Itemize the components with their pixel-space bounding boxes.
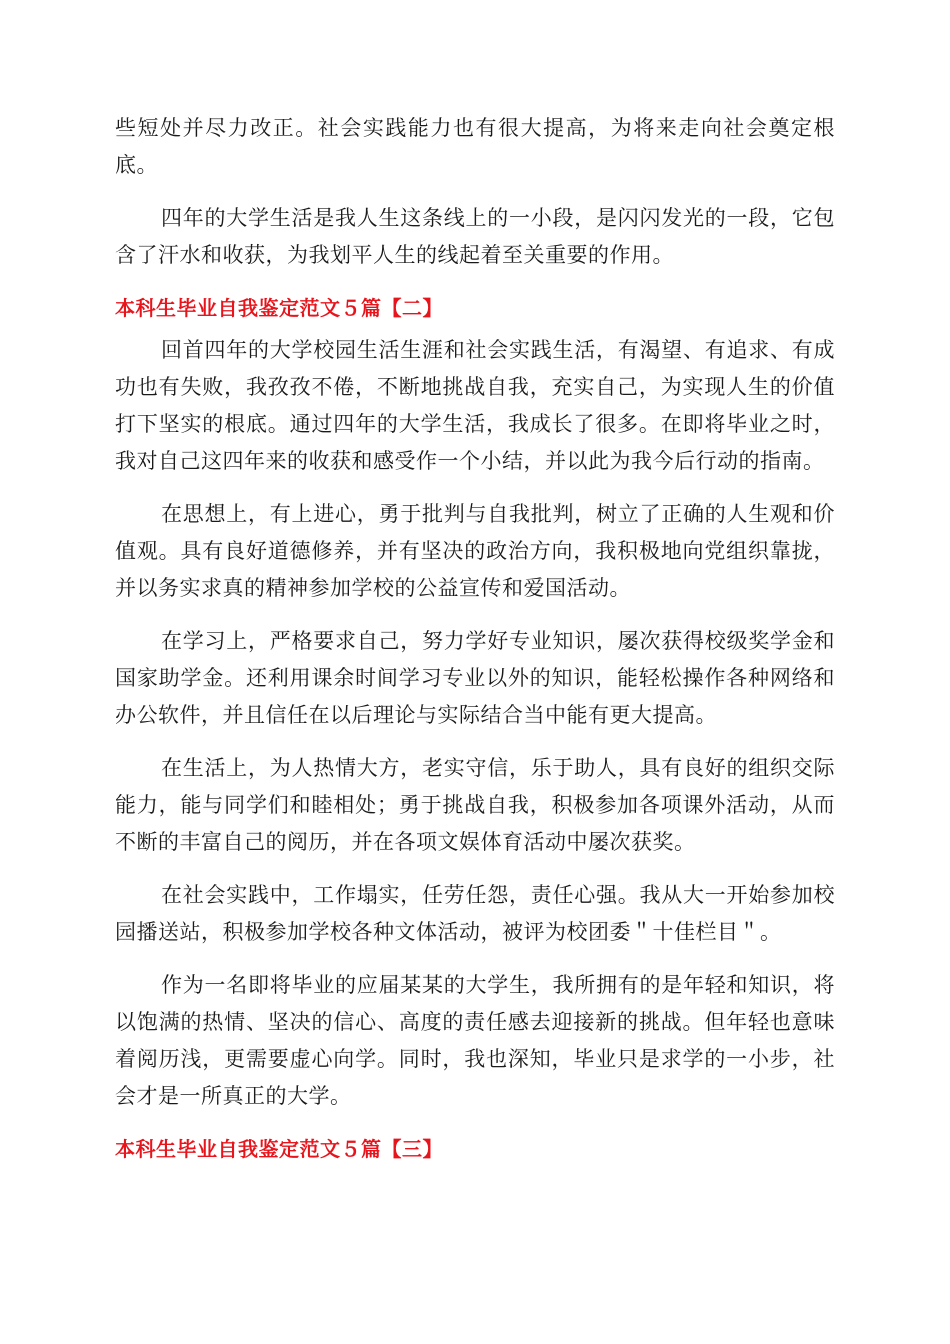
paragraph-continuation: 些短处并尽力改正。社会实践能力也有很大提高，为将来走向社会奠定根底。: [115, 116, 835, 177]
paragraph-intro: 回首四年的大学校园生活生涯和社会实践生活，有渴望、有追求、有成功也有失败，我孜孜不倦，不断地挑战自我，充实自己，为实现人生的价值打下坚实的根底。通过四年的大学生活，我成长了很多。在即将毕业之时，我对自己这四年来的收获和感受作一个小结，并以此为我今后行动的指南。: [115, 338, 835, 473]
section-heading-2: 本科生毕业自我鉴定范文５篇【二】: [115, 296, 443, 320]
section-heading-3: 本科生毕业自我鉴定范文５篇【三】: [115, 1137, 443, 1161]
paragraph-summary: 四年的大学生活是我人生这条线上的一小段，是闪闪发光的一段，它包含了汗水和收获，为我划平人生的线起着至关重要的作用。: [115, 206, 835, 267]
paragraph-conclusion: 作为一名即将毕业的应届某某的大学生，我所拥有的是年轻和知识，将以饱满的热情、坚决的信心、高度的责任感去迎接新的挑战。但年轻也意味着阅历浅，更需要虚心向学。同时，我也深知，毕业只是求学的一小步，社会才是一所真正的大学。: [115, 973, 835, 1108]
paragraph-study: 在学习上，严格要求自己，努力学好专业知识，屡次获得校级奖学金和国家助学金。还利用课余时间学习专业以外的知识，能轻松操作各种网络和办公软件，并且信任在以后理论与实际结合当中能有更大提高。: [115, 629, 835, 727]
document-body: [115, 110, 835, 1173]
paragraph-practice: 在社会实践中，工作塌实，任劳任怨，责任心强。我从大一开始参加校园播送站，积极参加学校各种文体活动，被评为校团委＂十佳栏目＂。: [115, 883, 835, 944]
paragraph-thought: 在思想上，有上进心，勇于批判与自我批判，树立了正确的人生观和价值观。具有良好道德修养，并有坚决的政治方向，我积极地向党组织靠拢，并以务实求真的精神参加学校的公益宣传和爱国活动。: [115, 502, 835, 600]
paragraph-life: 在生活上，为人热情大方，老实守信，乐于助人，具有良好的组织交际能力，能与同学们和睦相处；勇于挑战自我，积极参加各项课外活动，从而不断的丰富自己的阅历，并在各项文娱体育活动中屡次获奖。: [115, 756, 835, 854]
